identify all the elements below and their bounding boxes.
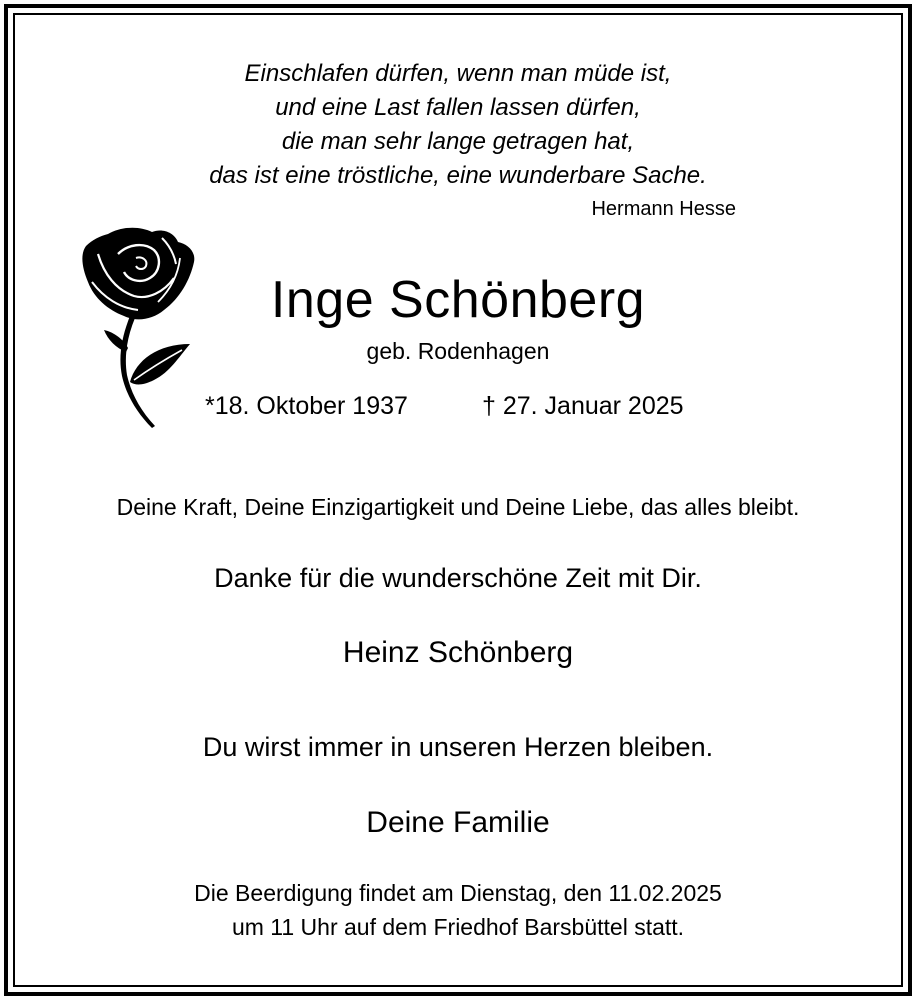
deceased-name: Inge Schönberg [270, 271, 646, 329]
quote-line-2: und eine Last fallen lassen dürfen, [275, 94, 641, 121]
hearts-line: Du wirst immer in unseren Herzen bleiben. [202, 732, 714, 762]
signer-name: Heinz Schönberg [342, 636, 574, 669]
thanks-line: Danke für die wunderschöne Zeit mit Dir. [214, 563, 702, 593]
quote-line-3: die man sehr lange getragen hat, [281, 128, 635, 155]
maiden-name: geb. Rodenhagen [366, 338, 550, 364]
birth-date: *18. Oktober 1937 [205, 392, 408, 420]
quote-author: Hermann Hesse [591, 198, 736, 220]
death-date: † 27. Januar 2025 [482, 392, 684, 420]
family-signature: Deine Familie [366, 806, 550, 839]
quote-line-1: Einschlafen dürfen, wenn man müde ist, [244, 60, 672, 87]
funeral-line-2: um 11 Uhr auf dem Friedhof Barsbüttel statt. [231, 914, 685, 940]
tribute-line: Deine Kraft, Deine Einzigartigkeit und Deine Liebe, das alles bleibt. [116, 494, 800, 520]
funeral-line-1: Die Beerdigung findet am Dienstag, den 11.02.2025 [194, 880, 722, 906]
quote-line-4: das ist eine tröstliche, eine wunderbare Sache. [209, 162, 707, 189]
